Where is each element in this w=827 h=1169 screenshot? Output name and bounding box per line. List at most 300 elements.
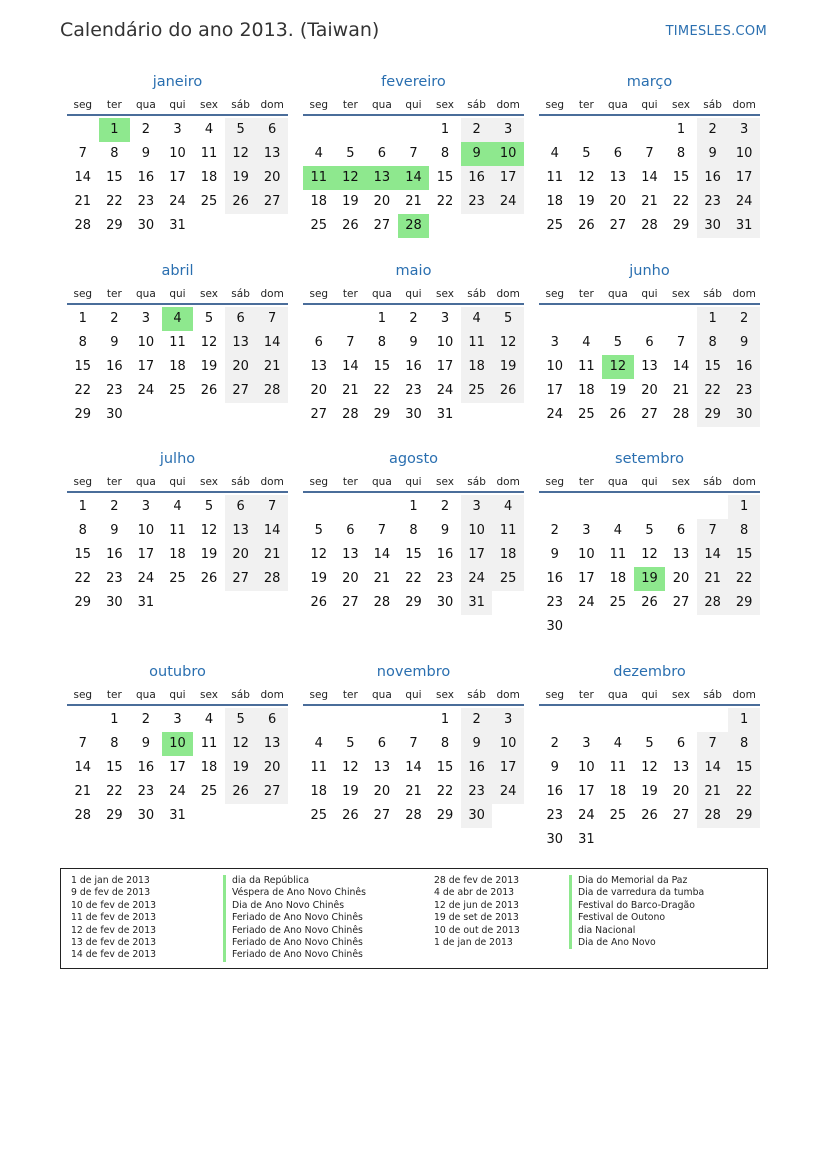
month-novembro [303,662,524,828]
day-cell: 7 [78,736,87,751]
day-cell: 3 [141,311,151,326]
day-cell: 6 [225,495,257,519]
day-cell: 15 [74,547,92,562]
month-name: março [626,74,673,90]
day-cell: 23 [461,780,493,804]
weekday-label: sex [436,288,455,300]
day-cell: 29 [373,407,391,422]
day-cell: 11 [609,547,627,562]
day-cell: 30 [137,218,155,233]
day-cell: 28 [697,804,729,828]
day-cell: 28 [641,218,658,233]
empty-cell [571,307,603,331]
weekday-label: sáb [467,288,486,300]
day-cell: 15 [728,756,760,780]
legend-date: 1 de jan de 2013 [71,875,150,886]
day-cell: 23 [546,808,564,823]
day-cell: 10 [436,335,454,350]
empty-cell [539,708,571,732]
day-cell: 26 [641,808,658,823]
weekday-label: qui [641,476,658,488]
empty-cell [335,307,367,331]
weekday-label: sáb [467,689,486,701]
day-cell: 25 [546,218,564,233]
day-cell: 4 [314,146,323,161]
day-cell: 13 [609,170,627,185]
legend-holiday-name: Festival de Outono [569,912,704,924]
day-cell: 11 [169,335,186,350]
day-cell: 5 [204,499,214,514]
day-cell: 25 [200,784,218,799]
weekday-label: dom [496,99,520,111]
weekday-label: qua [136,99,156,111]
day-cell: 13 [342,547,359,562]
day-cell: 7 [676,335,686,350]
month-outubro [67,662,288,828]
weekday-label: qua [372,99,392,111]
day-cell: 4 [173,499,182,514]
weekday-label: sáb [703,689,722,701]
day-cell: 28 [74,808,92,823]
day-cell: 7 [78,146,87,161]
day-cell: 10 [461,519,493,543]
day-cell: 23 [461,190,493,214]
day-cell: 22 [74,383,92,398]
day-cell: 29 [405,595,422,610]
day-cell: 25 [578,407,595,422]
legend-date: 4 de abr de 2013 [434,887,515,899]
day-cell: 16 [405,359,422,374]
day-cell: 11 [461,331,493,355]
empty-cell [539,307,571,331]
month-junho [539,261,760,427]
empty-cell [634,118,666,142]
day-cell: 8 [697,331,729,355]
day-cell: 26 [310,595,328,610]
day-cell: 26 [342,218,359,233]
holiday-day-cell: 1 [99,118,131,142]
day-cell: 15 [74,359,92,374]
day-cell: 6 [645,335,654,350]
holiday-day-cell: 19 [634,567,666,591]
day-cell: 29 [74,595,92,610]
empty-cell [634,307,666,331]
day-cell: 14 [697,756,729,780]
empty-cell [602,495,634,519]
weekday-label: seg [73,476,93,488]
day-cell: 23 [106,571,123,586]
day-cell: 16 [546,784,564,799]
weekday-label: sex [200,288,219,300]
empty-cell [67,118,99,142]
day-cell: 16 [697,166,729,190]
day-cell: 3 [492,118,524,142]
empty-cell [335,708,367,732]
weekday-header [539,684,760,706]
day-cell: 16 [106,359,123,374]
day-cell: 3 [582,736,591,751]
weekday-label: seg [309,476,329,488]
day-cell: 27 [609,218,627,233]
weekday-label: sex [200,476,219,488]
month-name: dezembro [613,664,686,680]
day-cell: 9 [550,760,559,775]
weekday-label: sáb [703,99,722,111]
weekday-label: seg [73,288,93,300]
day-cell: 18 [461,355,493,379]
legend-date: 12 de fev de 2013 [71,924,157,936]
month-name: maio [395,263,432,279]
day-cell: 15 [106,760,123,775]
day-cell: 27 [672,808,690,823]
weekday-header [539,94,760,116]
day-cell: 13 [672,760,690,775]
weekday-label: ter [342,99,358,111]
day-cell: 15 [436,760,454,775]
day-cell: 27 [672,595,690,610]
day-cell: 23 [546,595,564,610]
day-cell: 25 [461,379,493,403]
weekday-label: sex [672,476,691,488]
day-grid [67,307,288,427]
day-cell: 22 [74,571,92,586]
day-cell: 3 [173,122,182,137]
weekday-label: ter [106,476,122,488]
day-cell: 4 [204,712,214,727]
day-cell: 27 [256,190,288,214]
day-cell: 17 [169,170,186,185]
day-cell: 7 [256,495,288,519]
weekday-label: qua [372,288,392,300]
day-cell: 31 [461,591,493,615]
weekday-label: seg [309,99,329,111]
weekday-label: sáb [231,476,250,488]
day-cell: 12 [310,547,328,562]
weekday-label: sáb [467,99,486,111]
day-cell: 13 [256,732,288,756]
weekday-label: dom [260,99,284,111]
day-cell: 20 [342,571,359,586]
month-janeiro [67,72,288,238]
day-cell: 16 [106,547,123,562]
day-cell: 30 [461,804,493,828]
weekday-label: seg [545,689,565,701]
day-cell: 29 [728,804,760,828]
day-cell: 26 [342,808,359,823]
day-cell: 4 [492,495,524,519]
day-cell: 8 [728,519,760,543]
legend-holiday-name: Festival do Barco-Dragão [569,900,704,912]
day-cell: 12 [492,331,524,355]
day-cell: 23 [137,784,155,799]
weekday-label: qui [169,99,186,111]
day-cell: 17 [578,784,595,799]
day-cell: 30 [546,619,564,634]
day-cell: 1 [78,499,87,514]
weekday-label: qui [169,288,186,300]
brand-link[interactable]: TIMESLES.COM [665,24,767,39]
day-cell: 20 [373,194,391,209]
day-cell: 10 [137,523,155,538]
day-cell: 21 [74,784,92,799]
day-cell: 26 [578,218,595,233]
legend-date: 13 de fev de 2013 [71,936,157,948]
day-cell: 21 [672,383,690,398]
day-cell: 30 [436,595,454,610]
weekday-label: ter [342,288,358,300]
day-cell: 25 [169,383,186,398]
weekday-label: sex [672,99,691,111]
legend-date: 12 de jun de 2013 [434,899,519,911]
day-cell: 28 [74,218,92,233]
weekday-label: qui [641,288,658,300]
day-cell: 5 [346,736,355,751]
day-cell: 5 [204,311,214,326]
month-março [539,72,760,238]
day-cell: 29 [436,808,454,823]
empty-cell [303,307,335,331]
day-cell: 18 [169,359,186,374]
day-cell: 21 [342,383,359,398]
day-cell: 21 [74,194,92,209]
empty-cell [366,708,398,732]
day-cell: 25 [200,194,218,209]
day-cell: 6 [256,708,288,732]
day-cell: 31 [578,832,595,847]
day-cell: 11 [310,760,328,775]
day-cell: 30 [546,832,564,847]
day-cell: 13 [225,331,257,355]
day-cell: 28 [697,591,729,615]
legend-date: 1 de jan de 2013 [434,936,513,948]
day-cell: 3 [173,712,182,727]
day-cell: 1 [697,307,729,331]
weekday-label: dom [496,288,520,300]
day-cell: 28 [256,379,288,403]
day-cell: 11 [546,170,564,185]
empty-cell [366,118,398,142]
day-cell: 12 [200,335,218,350]
day-cell: 21 [405,784,422,799]
day-cell: 6 [256,118,288,142]
legend-holiday-name: Dia de Ano Novo Chinês [223,900,366,912]
day-cell: 27 [256,780,288,804]
day-cell: 28 [672,407,690,422]
weekday-header [67,94,288,116]
day-cell: 7 [256,307,288,331]
day-cell: 4 [613,736,623,751]
day-cell: 25 [169,571,186,586]
month-name: fevereiro [381,74,446,90]
day-cell: 23 [405,383,422,398]
holiday-day-cell: 10 [492,142,524,166]
day-cell: 18 [200,170,218,185]
empty-cell [602,708,634,732]
day-cell: 26 [641,595,658,610]
day-cell: 17 [461,543,493,567]
weekday-label: qui [405,476,422,488]
day-cell: 13 [225,519,257,543]
day-cell: 30 [106,595,123,610]
month-dezembro [539,662,760,852]
day-cell: 3 [440,311,450,326]
empty-cell [571,708,603,732]
weekday-label: sex [436,99,455,111]
day-cell: 14 [373,547,391,562]
day-cell: 2 [141,122,151,137]
day-grid [67,708,288,828]
weekday-header [67,471,288,493]
day-cell: 3 [141,499,151,514]
empty-cell [602,118,634,142]
day-cell: 24 [578,808,595,823]
holiday-day-cell: 11 [303,166,335,190]
day-cell: 7 [645,146,654,161]
day-cell: 2 [728,307,760,331]
weekday-label: seg [545,476,565,488]
day-cell: 19 [225,166,257,190]
weekday-header [67,283,288,305]
day-cell: 13 [256,142,288,166]
day-cell: 9 [440,523,450,538]
day-cell: 20 [225,543,257,567]
day-cell: 28 [373,595,391,610]
legend-left-dates [71,875,156,962]
weekday-label: sáb [703,476,722,488]
day-cell: 8 [377,335,387,350]
day-cell: 16 [461,166,493,190]
day-cell: 19 [641,784,658,799]
day-cell: 24 [492,190,524,214]
day-cell: 24 [169,784,186,799]
legend-holiday-name: Dia do Memorial da Paz [569,875,704,887]
weekday-label: ter [106,99,122,111]
day-cell: 19 [609,383,627,398]
day-cell: 31 [137,595,155,610]
day-cell: 11 [200,146,218,161]
weekday-label: ter [342,689,358,701]
weekday-label: dom [732,288,756,300]
day-cell: 17 [137,359,155,374]
empty-cell [303,708,335,732]
day-cell: 30 [405,407,422,422]
legend-right-names [569,875,704,949]
empty-cell [335,118,367,142]
day-cell: 24 [436,383,454,398]
day-cell: 2 [550,736,559,751]
day-cell: 23 [137,194,155,209]
day-cell: 20 [672,571,690,586]
day-cell: 20 [373,784,391,799]
day-cell: 13 [672,547,690,562]
day-cell: 25 [310,218,328,233]
day-cell: 24 [137,571,155,586]
day-grid [67,118,288,238]
day-cell: 13 [310,359,328,374]
day-cell: 12 [342,760,359,775]
day-cell: 2 [409,311,418,326]
day-cell: 28 [405,808,422,823]
day-cell: 20 [641,383,658,398]
weekday-label: sáb [467,476,486,488]
day-cell: 22 [436,194,454,209]
day-cell: 5 [613,335,623,350]
legend-holiday-name: Feriado de Ano Novo Chinês [223,949,366,961]
weekday-label: sex [200,99,219,111]
day-cell: 18 [492,543,524,567]
day-cell: 28 [256,567,288,591]
day-cell: 9 [110,523,119,538]
day-grid [303,495,524,615]
month-maio [303,261,524,427]
day-cell: 11 [492,519,524,543]
day-cell: 6 [613,146,623,161]
weekday-label: dom [496,476,520,488]
weekday-label: ter [106,689,122,701]
day-cell: 2 [461,708,493,732]
day-cell: 9 [697,142,729,166]
empty-cell [665,307,697,331]
day-cell: 14 [405,760,422,775]
weekday-label: qua [608,689,628,701]
day-cell: 25 [609,595,627,610]
page-title: Calendário do ano 2013. (Taiwan) [60,19,380,41]
day-cell: 11 [200,736,218,751]
day-cell: 27 [641,407,658,422]
weekday-label: qua [136,689,156,701]
holiday-day-cell: 14 [398,166,430,190]
day-cell: 19 [200,359,218,374]
day-cell: 5 [346,146,355,161]
day-cell: 31 [169,218,186,233]
day-cell: 15 [697,355,729,379]
day-cell: 1 [409,499,418,514]
day-cell: 8 [409,523,418,538]
day-cell: 21 [256,543,288,567]
day-cell: 9 [728,331,760,355]
day-cell: 14 [641,170,658,185]
legend-holiday-name: Dia de Ano Novo [569,937,704,949]
day-cell: 23 [697,190,729,214]
empty-cell [697,708,729,732]
weekday-label: dom [260,476,284,488]
day-cell: 27 [225,379,257,403]
weekday-label: sex [672,288,691,300]
day-cell: 29 [106,218,123,233]
day-cell: 1 [78,311,87,326]
day-cell: 2 [461,118,493,142]
day-cell: 22 [697,379,729,403]
day-cell: 19 [225,756,257,780]
day-cell: 19 [200,547,218,562]
day-cell: 29 [697,403,729,427]
day-cell: 14 [256,519,288,543]
day-cell: 29 [74,407,92,422]
day-cell: 12 [578,170,595,185]
day-cell: 9 [550,547,559,562]
day-cell: 3 [461,495,493,519]
day-cell: 22 [106,194,123,209]
day-cell: 25 [492,567,524,591]
day-cell: 22 [728,567,760,591]
month-name: julho [159,451,196,467]
weekday-label: sex [200,689,219,701]
day-cell: 16 [546,571,564,586]
month-agosto [303,449,524,615]
day-cell: 10 [137,335,155,350]
legend-holiday-name: Dia de varredura da tumba [569,887,704,899]
day-cell: 20 [256,166,288,190]
